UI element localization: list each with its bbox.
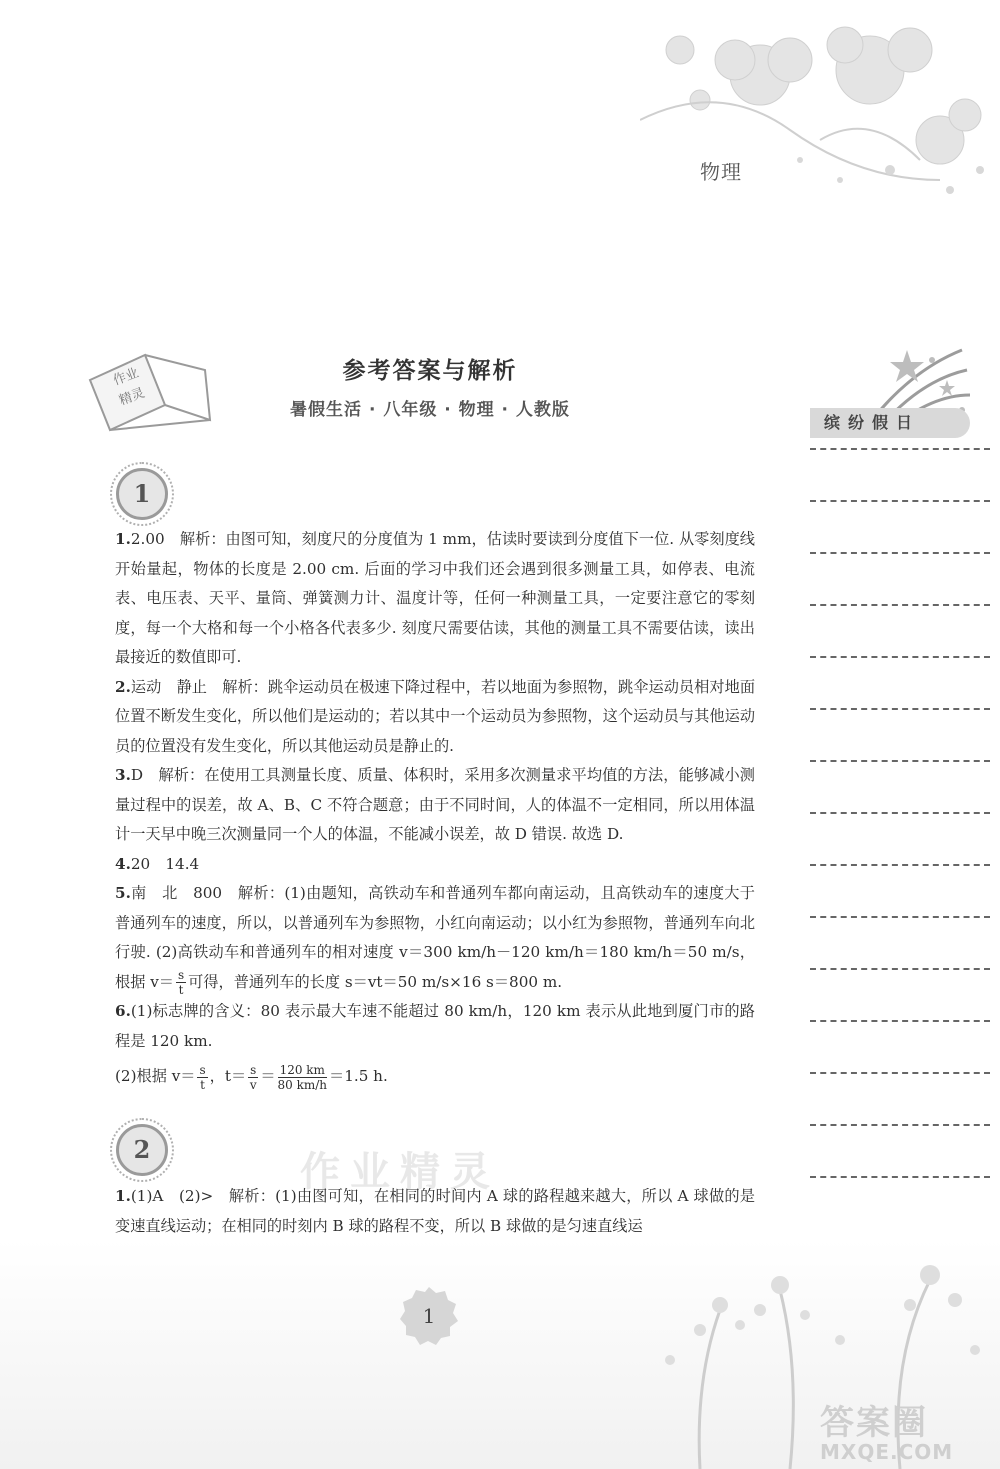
fraction-numerator: s	[199, 1062, 206, 1077]
side-label: 缤纷假日	[810, 408, 970, 438]
answer-text: D 解析：在使用工具测量长度、质量、体积时，采用多次测量求平均值的方法，能够减小测量过程中的误差，故 A、B、C 不符合题意；由于不同时间，人的体温不一定相同，所以用体温计一天早中晚三次测量同一个人的体温，不能减小误差，故 D 错误. 故选 D.	[115, 766, 755, 843]
note-line	[810, 604, 990, 606]
note-line	[810, 1176, 990, 1178]
note-line	[810, 552, 990, 554]
answer-number: 1.	[115, 530, 131, 548]
note-line	[810, 656, 990, 658]
fraction-denominator: t	[200, 1077, 205, 1092]
answer-number: 5.	[115, 884, 131, 902]
answer-text: 20 14.4	[130, 854, 200, 873]
note-line	[810, 968, 990, 970]
logo-main-text: 答案圈	[820, 1403, 928, 1443]
fraction-denominator: 80 km/h	[277, 1077, 328, 1092]
answer-text: (1)标志牌的含义：80 表示最大车速不能超过 80 km/h，120 km 表示从此地到厦门市的路程是 120 km.	[115, 1002, 755, 1050]
watermark: 作业精灵	[300, 1149, 500, 1195]
answer-text: 2.00 解析：由图可知，刻度尺的分度值为 1 mm，估读时要读到分度值下一位. 从零刻度线开始量起，物体的长度是 2.00 cm. 后面的学习中我们还会遇到很多测量工具，如停表、电流表、电压表、天平、量筒、弹簧测力计、温度计等，任何一种测量工具，一定要注意它的零刻度，每一个大格和每一个小格各代表多少. 刻度尺需要估读，其他的测量工具不需要估读，读出最接近的数值即可.	[115, 530, 755, 666]
answer-text: ＝1.5 h.	[329, 1067, 388, 1085]
note-line	[810, 812, 990, 814]
note-line	[810, 708, 990, 710]
page-subtitle: 暑假生活 · 八年级 · 物理 · 人教版	[290, 400, 570, 420]
stamp-text-line2: 精灵	[117, 385, 147, 409]
answer-subitem	[115, 1062, 755, 1092]
answer-number: 6.	[115, 1002, 131, 1020]
answer-item	[115, 1182, 755, 1241]
note-line	[810, 1124, 990, 1126]
note-line	[810, 760, 990, 762]
note-line	[810, 916, 990, 918]
section-1-answers	[115, 525, 755, 1092]
answer-number: 2.	[115, 677, 131, 696]
note-line	[810, 1072, 990, 1074]
answer-number: 1.	[115, 1187, 131, 1205]
answer-text: ＝	[260, 1067, 276, 1085]
answer-item	[115, 673, 755, 762]
section-badge-1: 1	[116, 468, 168, 520]
floral-decoration-top	[640, 20, 1000, 220]
page-title: 参考答案与解析	[342, 357, 518, 384]
stamp-text-line1: 作业	[111, 365, 141, 389]
answer-text: 南 北 800 解析：(1)由题知，高铁动车和普通列车都向南运动，且高铁动车的速度大于普通列车的速度，所以，以普通列车为参照物，小红向南运动；以小红为参照物，普通列车向北行驶. (2)高铁动车和普通列车的相对速度 v＝300 km/h－120 km/h＝180 km/h＝50 m/s，根据 v＝	[115, 884, 755, 991]
note-line	[810, 500, 990, 502]
section-badge-2: 2	[116, 1124, 168, 1176]
fraction-numerator: 120 km	[278, 1063, 328, 1078]
fraction	[278, 1063, 328, 1092]
fraction-numerator: s	[250, 1062, 257, 1077]
answer-number: 4.	[115, 854, 131, 873]
logo-sub-text: MXQE.COM	[820, 1440, 954, 1464]
answer-text: (1)A (2)> 解析：(1)由图可知，在相同的时间内 A 球的路程越来越大，所以 A 球做的是变速直线运动；在相同的时刻内 B 球的路程不变，所以 B 球做的是匀速直线运	[115, 1187, 755, 1235]
fraction	[197, 1063, 207, 1092]
answer-text: (2)根据 v＝	[115, 1067, 196, 1085]
note-line	[810, 864, 990, 866]
answer-item	[115, 879, 755, 997]
answer-item	[115, 525, 755, 673]
note-line	[810, 1020, 990, 1022]
answer-text: ，t＝	[209, 1067, 247, 1085]
answer-text: 运动 静止 解析：跳伞运动员在极速下降过程中，若以地面为参照物，跳伞运动员相对地面位置不断发生变化，所以他们是运动的；若以其中一个运动员为参照物，这个运动员与其他运动员的位置没有发生变化，所以其他运动员是静止的.	[115, 677, 755, 755]
answer-text: 可得，普通列车的长度 s＝vt＝50 m/s×16 s＝800 m.	[188, 972, 563, 991]
answer-item	[115, 761, 755, 850]
note-line	[810, 448, 990, 450]
answer-number: 3.	[115, 766, 131, 784]
note-lines	[810, 448, 990, 1228]
fraction	[176, 968, 186, 997]
page-number: 1	[422, 1304, 436, 1328]
fraction-denominator: t	[178, 983, 184, 997]
site-logo	[820, 1395, 990, 1465]
fraction-denominator: v	[249, 1077, 257, 1092]
fraction	[248, 1063, 258, 1092]
section-2-answers	[115, 1182, 755, 1241]
answer-item	[115, 850, 755, 880]
subject-header: 物理	[700, 160, 742, 184]
answer-item	[115, 997, 755, 1056]
fraction-numerator: s	[177, 968, 185, 982]
